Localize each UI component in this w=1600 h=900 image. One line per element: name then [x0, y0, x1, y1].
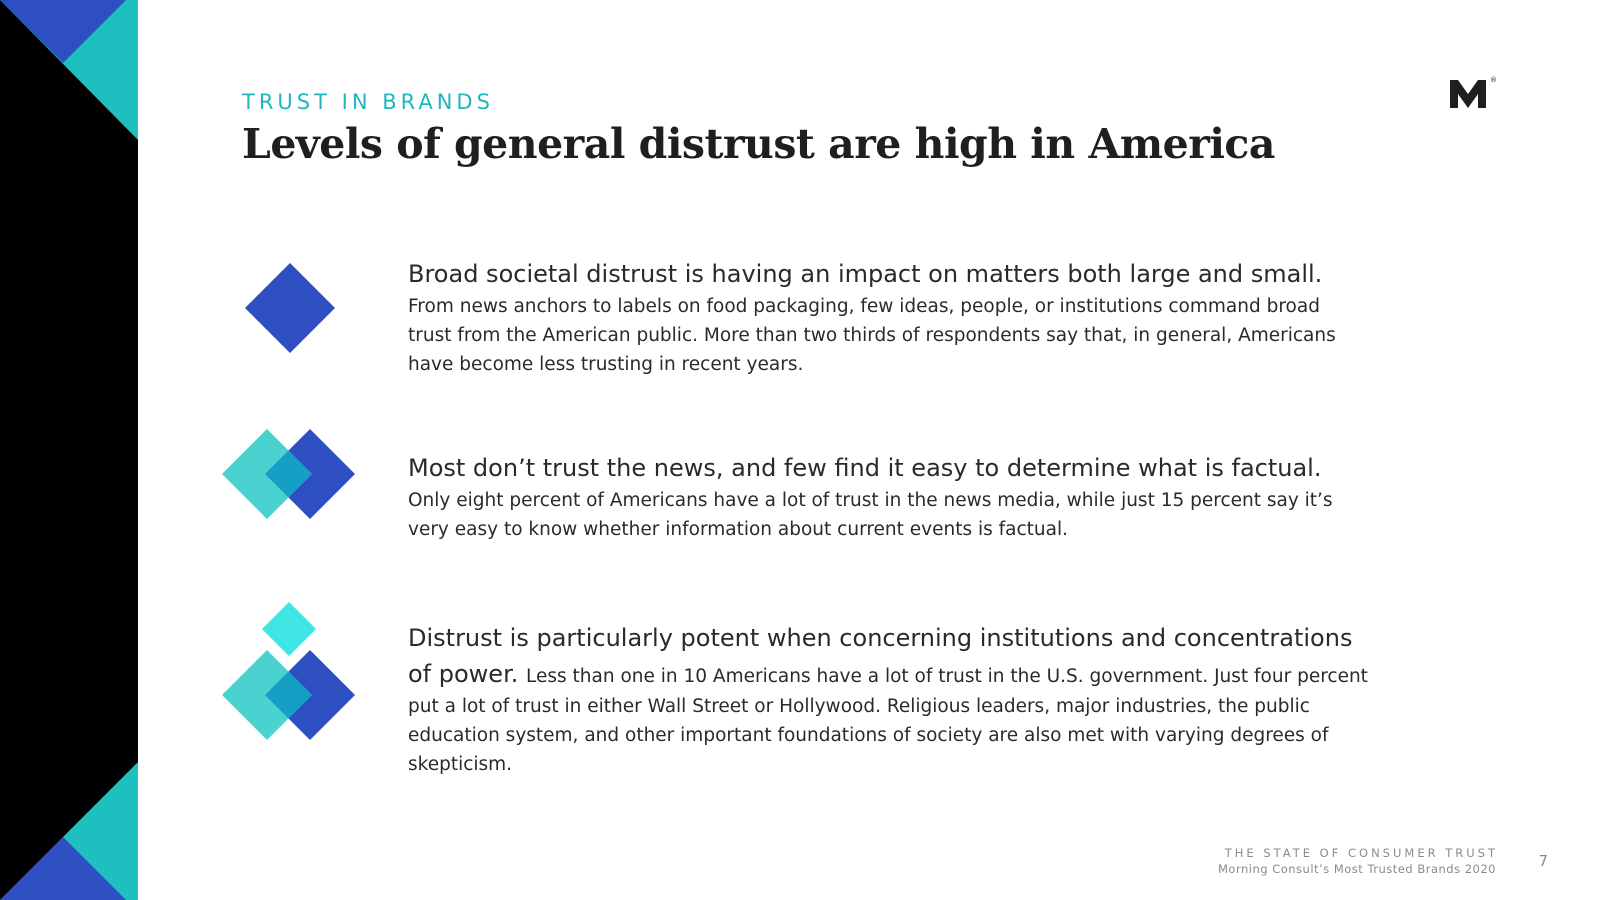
section-eyebrow: TRUST IN BRANDS	[242, 90, 494, 114]
insight-point-1	[408, 256, 1368, 379]
registered-mark: ®	[1490, 76, 1497, 84]
point-3-lead: Distrust is particularly potent when concerning institutions and concentrations of power.	[408, 624, 1353, 688]
logo-mark-icon	[1450, 80, 1486, 108]
insight-point-3	[408, 620, 1368, 779]
double-diamond-icon	[222, 428, 358, 520]
page-number: 7	[1538, 852, 1548, 870]
point-3-body: Less than one in 10 Americans have a lot of trust in the U.S. government. Just four percent put a lot of trust in either Wall Street or Hollywood. Religious leaders, major industries, the public education system, and other important foundations of society are also met with varying degrees of skepticism.	[408, 666, 1368, 775]
decorative-side-band	[0, 0, 138, 900]
footer-report-subtitle: Morning Consult’s Most Trusted Brands 2020	[1217, 862, 1496, 876]
point-2-lead: Most don’t trust the news, and few find it easy to determine what is factual.	[408, 454, 1322, 482]
footer-report-title: THE STATE OF CONSUMER TRUST	[1224, 846, 1498, 860]
triple-diamond-icon	[222, 602, 358, 742]
point-1-body: From news anchors to labels on food packaging, few ideas, people, or institutions command broad trust from the American public. More than two thirds of respondents say that, in general, Americans have become less trusting in recent years.	[408, 296, 1336, 375]
page-title: Levels of general distrust are high in America	[242, 120, 1275, 168]
single-diamond-icon	[244, 262, 336, 354]
point-1-lead: Broad societal distrust is having an impact on matters both large and small.	[408, 260, 1323, 288]
insight-point-2	[408, 450, 1368, 544]
point-2-body: Only eight percent of Americans have a lot of trust in the news media, while just 15 percent say it’s very easy to know whether information about current events is factual.	[408, 490, 1333, 540]
morning-consult-logo	[1448, 74, 1500, 114]
